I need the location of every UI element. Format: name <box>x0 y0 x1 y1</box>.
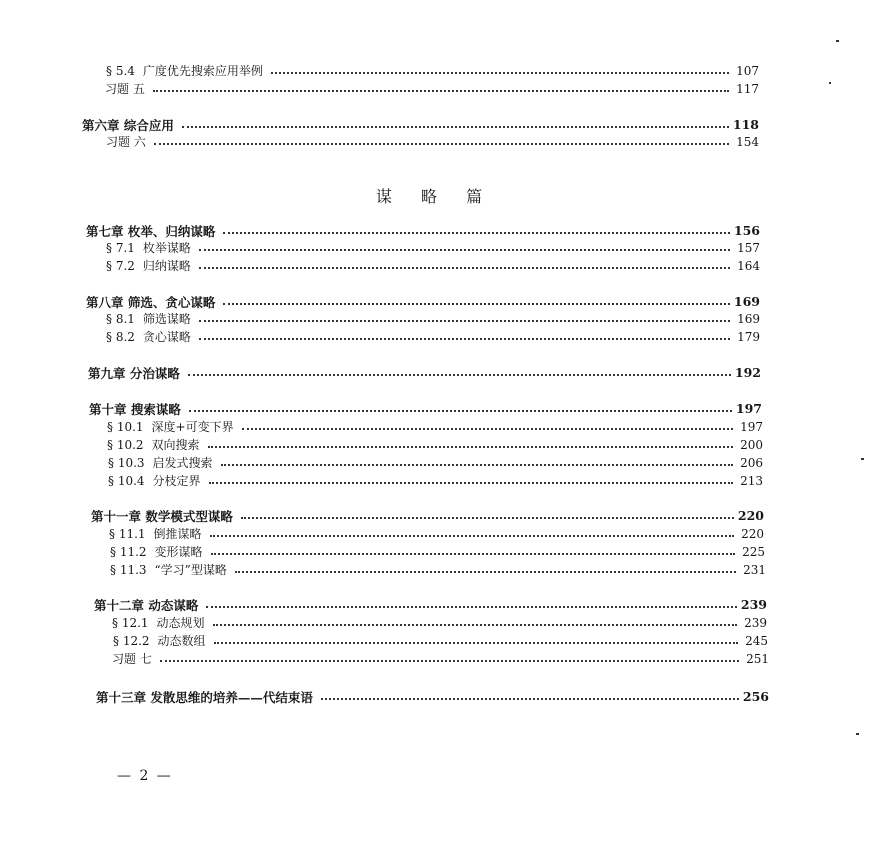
toc-entry-section <box>106 239 760 256</box>
page-number: 225 <box>742 544 765 559</box>
entry-title: 第十三章 发散思维的培养——代结束语 <box>96 689 313 705</box>
entry-title: 归纳谋略 <box>142 259 191 273</box>
toc-entry-chapter <box>88 364 761 381</box>
toc-entry-section <box>106 328 760 345</box>
toc-entry-chapter <box>94 596 767 613</box>
leader-dots <box>213 624 737 626</box>
leader-dots <box>199 338 730 340</box>
leader-dots <box>223 232 730 234</box>
part-title: 谋 略 篇 <box>375 187 495 206</box>
section-number: § 12.2 <box>113 634 150 648</box>
page-number: 200 <box>740 437 763 452</box>
section-number: § 10.1 <box>107 420 144 434</box>
leader-dots <box>206 606 737 608</box>
page-number: 107 <box>736 63 759 78</box>
section-number: § 11.3 <box>110 563 147 577</box>
toc-entry-chapter <box>86 293 760 310</box>
entry-title: 筛选谋略 <box>142 312 191 326</box>
leader-dots <box>235 571 736 573</box>
page-number: 213 <box>740 473 763 488</box>
leader-dots <box>214 642 738 644</box>
toc-entry-chapter <box>91 507 764 524</box>
toc-entry-section <box>106 257 760 274</box>
entry-title: 第八章 筛选、贪心谋略 <box>86 294 216 310</box>
section-number: § 7.2 <box>106 259 135 273</box>
toc-entry-section <box>106 310 760 327</box>
toc-entry-section <box>106 62 759 79</box>
leader-dots <box>242 428 733 430</box>
entry-title: 习题 五 <box>105 82 145 96</box>
entry-title: 双向搜索 <box>151 438 200 452</box>
toc-entry-exercise <box>105 80 759 97</box>
toc-entry-section <box>112 614 767 631</box>
page-number: 118 <box>732 117 759 132</box>
page-number: 251 <box>746 651 769 666</box>
entry-title: 贪心谋略 <box>142 330 191 344</box>
leader-dots <box>223 303 730 305</box>
entry-title: 倒推谋略 <box>153 527 202 541</box>
leader-dots <box>271 72 729 74</box>
page-number: 192 <box>734 365 761 380</box>
entry-title: 第十一章 数学模式型谋略 <box>91 508 233 524</box>
leader-dots <box>154 143 729 145</box>
toc-entry-section <box>110 543 765 560</box>
page-number: 157 <box>737 240 760 255</box>
page-number: 220 <box>737 508 764 523</box>
page-number: 164 <box>737 258 760 273</box>
scan-speck <box>836 40 839 42</box>
entry-title: “学习”型谋略 <box>154 563 227 577</box>
toc-entry-section <box>113 632 768 649</box>
toc-entry-section <box>107 436 763 453</box>
toc-entry-section <box>109 525 764 542</box>
page-footer-number: — 2 — <box>117 768 173 784</box>
page-number: 245 <box>745 633 768 648</box>
page-number: 169 <box>737 311 760 326</box>
entry-title: 习题 七 <box>112 652 152 666</box>
toc-entry-chapter <box>96 688 769 705</box>
section-number: § 10.3 <box>108 456 145 470</box>
toc-entry-section <box>108 454 763 471</box>
page-number: 239 <box>740 597 767 612</box>
page-number: 197 <box>740 419 763 434</box>
entry-title: 动态数组 <box>157 634 206 648</box>
leader-dots <box>199 249 730 251</box>
entry-title: 广度优先搜索应用举例 <box>142 64 263 78</box>
entry-title: 习题 六 <box>106 135 146 149</box>
scan-speck <box>861 458 864 460</box>
leader-dots <box>182 126 729 128</box>
entry-title: 第十二章 动态谋略 <box>94 597 199 613</box>
leader-dots <box>221 464 733 466</box>
leader-dots <box>189 410 732 412</box>
section-number: § 8.2 <box>106 330 135 344</box>
toc-entry-chapter <box>82 116 759 133</box>
toc-entry-chapter <box>89 400 762 417</box>
entry-title: 变形谋略 <box>154 545 203 559</box>
leader-dots <box>188 374 731 376</box>
entry-title: 第九章 分治谋略 <box>88 365 180 381</box>
leader-dots <box>199 267 730 269</box>
entry-title: 启发式搜索 <box>152 456 213 470</box>
leader-dots <box>210 535 734 537</box>
page-number: 256 <box>742 689 769 704</box>
page-number: 156 <box>733 223 760 238</box>
entry-title: 第七章 枚举、归纳谋略 <box>86 223 216 239</box>
entry-title: 动态规划 <box>156 616 205 630</box>
leader-dots <box>160 660 739 662</box>
toc-entry-chapter <box>86 222 760 239</box>
section-number: § 10.2 <box>107 438 144 452</box>
scan-speck <box>829 82 831 84</box>
section-number: § 5.4 <box>106 64 135 78</box>
leader-dots <box>241 517 734 519</box>
page-number: 169 <box>733 294 760 309</box>
page-number: 197 <box>735 401 762 416</box>
leader-dots <box>211 553 735 555</box>
leader-dots <box>199 320 730 322</box>
entry-title: 深度+可变下界 <box>151 420 234 434</box>
section-number: § 11.1 <box>109 527 146 541</box>
leader-dots <box>153 90 729 92</box>
entry-title: 分枝定界 <box>152 474 201 488</box>
page-number: 179 <box>737 329 760 344</box>
page-number: 231 <box>743 562 766 577</box>
toc-entry-section <box>107 418 763 435</box>
page-number: 206 <box>740 455 763 470</box>
entry-title: 第十章 搜索谋略 <box>89 401 181 417</box>
page-number: 154 <box>736 134 759 149</box>
entry-title: 第六章 综合应用 <box>82 117 174 133</box>
leader-dots <box>208 446 733 448</box>
section-number: § 11.2 <box>110 545 147 559</box>
toc-entry-exercise <box>112 650 769 667</box>
section-number: § 10.4 <box>108 474 145 488</box>
leader-dots <box>321 698 739 700</box>
page-number: 117 <box>736 81 759 96</box>
scan-speck <box>856 733 859 735</box>
toc-entry-section <box>108 472 763 489</box>
entry-title: 枚举谋略 <box>142 241 191 255</box>
toc-entry-exercise <box>106 133 759 150</box>
leader-dots <box>209 482 733 484</box>
section-number: § 12.1 <box>112 616 149 630</box>
section-number: § 7.1 <box>106 241 135 255</box>
page-number: 220 <box>741 526 764 541</box>
toc-entry-section <box>110 561 766 578</box>
section-number: § 8.1 <box>106 312 135 326</box>
page-number: 239 <box>744 615 767 630</box>
